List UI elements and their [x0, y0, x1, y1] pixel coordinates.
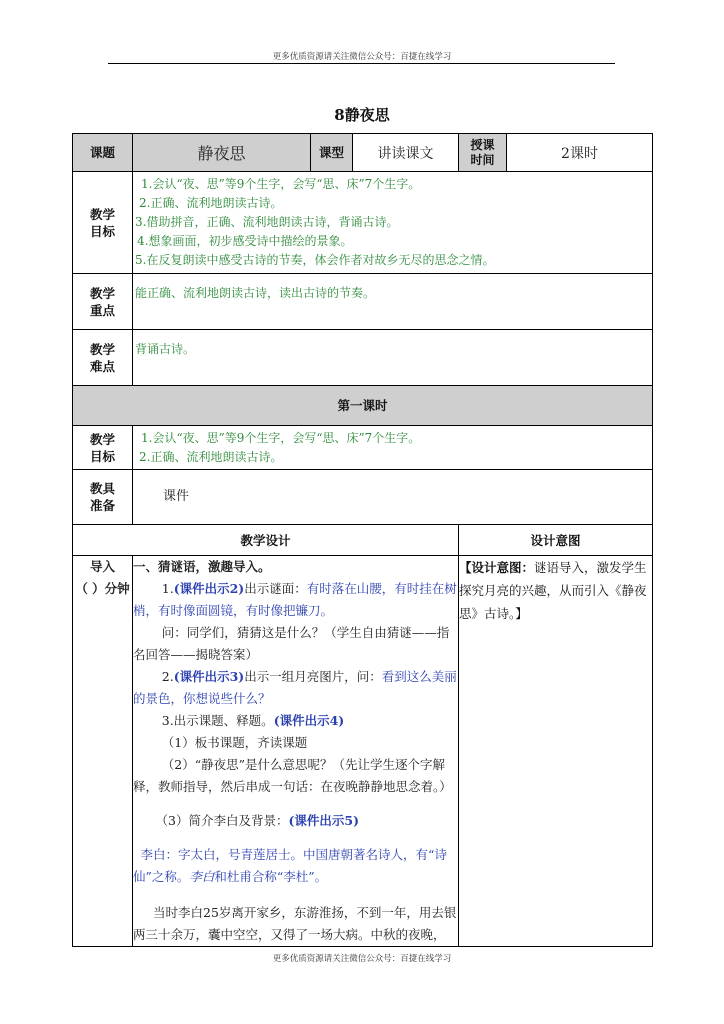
header-divider [108, 63, 615, 64]
keypoints-value: 能正确、流利地朗读古诗，读出古诗的节奏。 [133, 274, 653, 330]
goal-item: 5.在反复朗读中感受古诗的节奏，体会作者对故乡无尽的思念之情。 [135, 253, 495, 267]
goal-item: 2.正确、流利地朗读古诗。 [139, 196, 283, 210]
lesson-plan-table [72, 133, 653, 947]
step2-num: 2. [161, 669, 174, 684]
step1-question: 问：同学们，猜猜这是什么？（学生自由猜谜——指名回答——揭晓答案） [133, 625, 450, 662]
type-label: 课型 [311, 134, 353, 172]
time-value: 2课时 [507, 134, 653, 172]
intent-header: 设计意图 [459, 525, 653, 556]
libai-background: 当时李白25岁离开家乡，东游淮扬，不到一年，用去银两三十余万，囊中空空，又得了一场大病。中秋的夜晚， [133, 905, 457, 942]
step2-tag: (课件出示3) [173, 669, 245, 684]
topic-label: 课题 [73, 134, 133, 172]
tools-value: 课件 [133, 470, 653, 525]
intro-intent [459, 556, 653, 947]
goal-item: 3.借助拼音，正确、流利地朗读古诗，背诵古诗。 [135, 215, 399, 229]
step1-text: 出示谜面： [244, 581, 307, 596]
lesson1-goals-list [133, 426, 653, 470]
lesson1-goal-item: 2.正确、流利地朗读古诗。 [139, 449, 283, 464]
goal-item: 1.会认“夜、思”等9个生字，会写“思、床”7个生字。 [141, 177, 421, 191]
goal-item: 4.想象画面，初步感受诗中描绘的景象。 [137, 234, 353, 248]
sub-step-1: （1）板书课题，齐读课题 [161, 735, 308, 750]
goals-list [133, 172, 653, 274]
intro-period [73, 556, 133, 947]
sub-step-3-tag: (课件出示5) [288, 813, 359, 828]
keypoints-label: 教学重点 [73, 274, 133, 330]
difficulties-label: 教学难点 [73, 330, 133, 386]
sub-step-2: （2）“静夜思”是什么意思呢？（先让学生逐个字解释，教师指导，然后串成一句话：在夜晚静静地思念着。） [133, 757, 452, 794]
sub-step-3: （3）简介李白及背景： [155, 813, 289, 828]
libai-name: 李白 [189, 869, 215, 884]
riddle-text: 有时落在山腰，有时挂在树梢，有时像面圆镜，有时像把镰刀。 [133, 581, 457, 618]
step2-question: 看到这么美丽的景色，你想说些什么？ [133, 669, 457, 706]
lesson1-goal-item: 1.会认“夜、思”等9个生字，会写“思、床”7个生字。 [141, 430, 421, 445]
step2-text: 出示一组月亮图片，问： [244, 669, 382, 684]
period-name: 导入 [89, 559, 115, 574]
page-title: 8静夜思 [334, 106, 390, 124]
difficulties-value: 背诵古诗。 [133, 330, 653, 386]
type-value: 讲读课文 [353, 134, 459, 172]
step1-num: 1. [161, 581, 174, 596]
intro-design [133, 556, 459, 947]
time-label: 授课时间 [459, 134, 507, 172]
step1-tag: (课件出示2) [173, 581, 245, 596]
goals-label: 教学目标 [73, 172, 133, 274]
step3-text: 3.出示课题、释题。 [161, 713, 274, 728]
page-header: 更多优质资源请关注微信公众号：百捷在线学习 [272, 52, 452, 62]
step3-tag: (课件出示4) [273, 713, 345, 728]
intent-label: 【设计意图： [459, 560, 535, 575]
section-title: 一、猜谜语，激趣导入。 [133, 559, 271, 574]
topic-value: 静夜思 [133, 134, 311, 172]
libai-intro: 李白：字太白，号青莲居士。中国唐朝著名诗人，有“诗仙”之称。 [133, 847, 447, 884]
libai-intro-tail: 和杜甫合称“李杜”。 [214, 869, 328, 884]
intent-text: 谜语导入，激发学生探究月亮的兴趣，从而引入《静夜思》古诗。】 [459, 560, 647, 621]
tools-label: 教具准备 [73, 470, 133, 525]
period-duration: （ ）分钟 [75, 581, 130, 596]
page-footer: 更多优质资源请关注微信公众号：百捷在线学习 [272, 954, 452, 964]
lesson1-goals-label: 教学目标 [73, 426, 133, 470]
design-header: 教学设计 [73, 525, 459, 556]
lesson1-heading: 第一课时 [73, 386, 653, 426]
